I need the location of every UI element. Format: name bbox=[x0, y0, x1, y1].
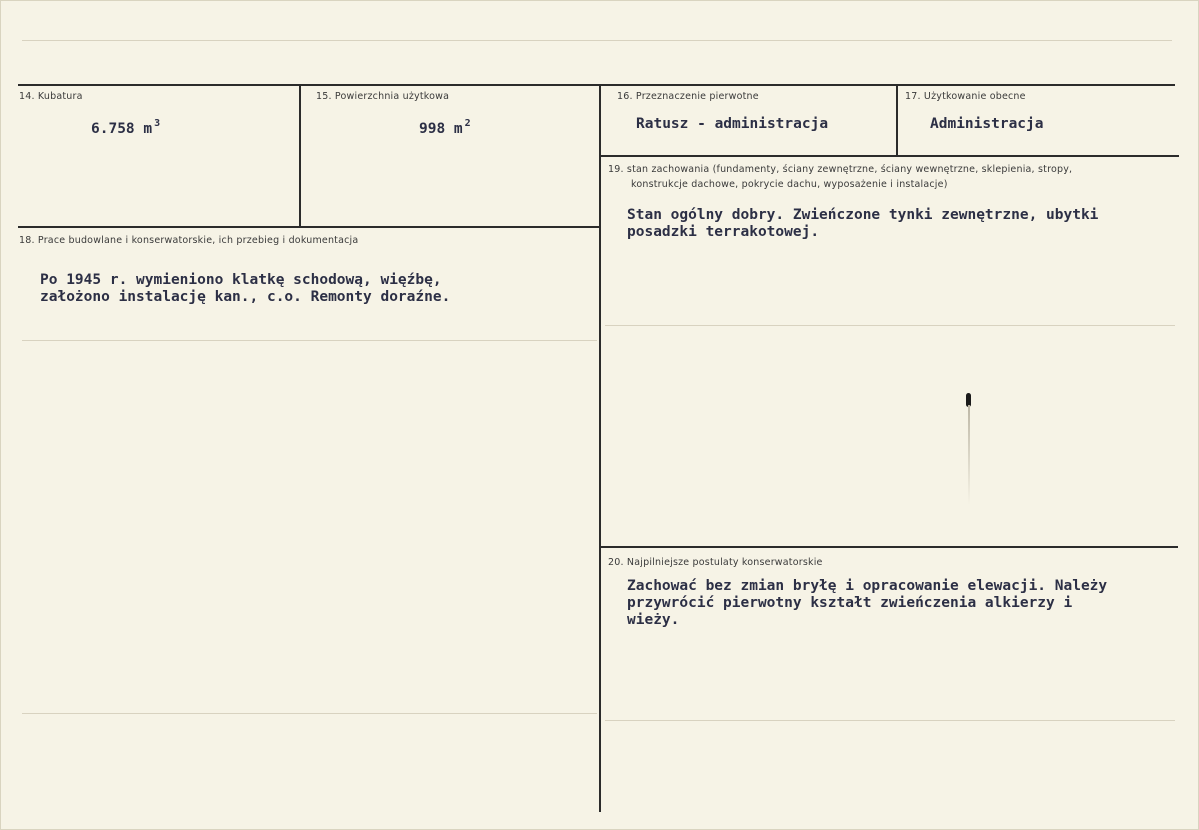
bleed-line bbox=[605, 720, 1175, 721]
stan-line-1: Stan ogólny dobry. Zwieńczone tynki zewnętrzne, ubytki bbox=[627, 207, 1099, 223]
rule-below-16-17 bbox=[601, 155, 1179, 157]
rule-above-20 bbox=[601, 546, 1178, 548]
powierzchnia-number: 998 m bbox=[419, 121, 463, 137]
postulaty-line-3: wieży. bbox=[627, 612, 680, 628]
kubatura-value bbox=[91, 115, 160, 138]
prace-label: 18. Prace budowlane i konserwatorskie, ich przebieg i dokumentacja bbox=[19, 235, 359, 246]
ink-trail bbox=[968, 405, 970, 505]
stan-line-2: posadzki terrakotowej. bbox=[627, 224, 820, 240]
prace-line-1: Po 1945 r. wymieniono klatkę schodową, więźbę, bbox=[40, 272, 442, 288]
postulaty-line-1: Zachować bez zmian bryłę i opracowanie elewacji. Należy bbox=[627, 578, 1108, 594]
kubatura-number: 6.758 m bbox=[91, 121, 153, 137]
bleed-line bbox=[605, 325, 1175, 326]
powierzchnia-label: 15. Powierzchnia użytkowa bbox=[316, 91, 450, 102]
postulaty-label: 20. Najpilniejsze postulaty konserwatorskie bbox=[608, 557, 823, 568]
uzytkowanie-label: 17. Użytkowanie obecne bbox=[905, 91, 1026, 102]
powierzchnia-exponent: 2 bbox=[464, 118, 471, 129]
przeznaczenie-value: Ratusz - administracja bbox=[636, 116, 829, 132]
kubatura-exponent: 3 bbox=[154, 118, 161, 129]
divider-14-15 bbox=[299, 84, 301, 228]
top-rule bbox=[18, 84, 1175, 86]
powierzchnia-value bbox=[419, 115, 471, 138]
center-divider bbox=[599, 84, 601, 812]
stan-label-line-2: konstrukcje dachowe, pokrycie dachu, wyposażenie i instalacje) bbox=[631, 179, 948, 190]
bleed-line bbox=[22, 40, 1172, 41]
stan-label-line-1: 19. stan zachowania (fundamenty, ściany zewnętrzne, ściany wewnętrzne, sklepienia, stropy, bbox=[608, 164, 1073, 175]
bleed-line bbox=[22, 340, 597, 341]
uzytkowanie-value: Administracja bbox=[930, 116, 1044, 132]
kubatura-label: 14. Kubatura bbox=[19, 91, 83, 102]
divider-16-17 bbox=[896, 84, 898, 156]
prace-line-2: założono instalację kan., c.o. Remonty doraźne. bbox=[40, 289, 451, 305]
przeznaczenie-label: 16. Przeznaczenie pierwotne bbox=[617, 91, 759, 102]
bleed-line bbox=[22, 713, 597, 714]
rule-below-14-15 bbox=[18, 226, 601, 228]
postulaty-line-2: przywrócić pierwotny kształt zwieńczenia alkierzy i bbox=[627, 595, 1073, 611]
